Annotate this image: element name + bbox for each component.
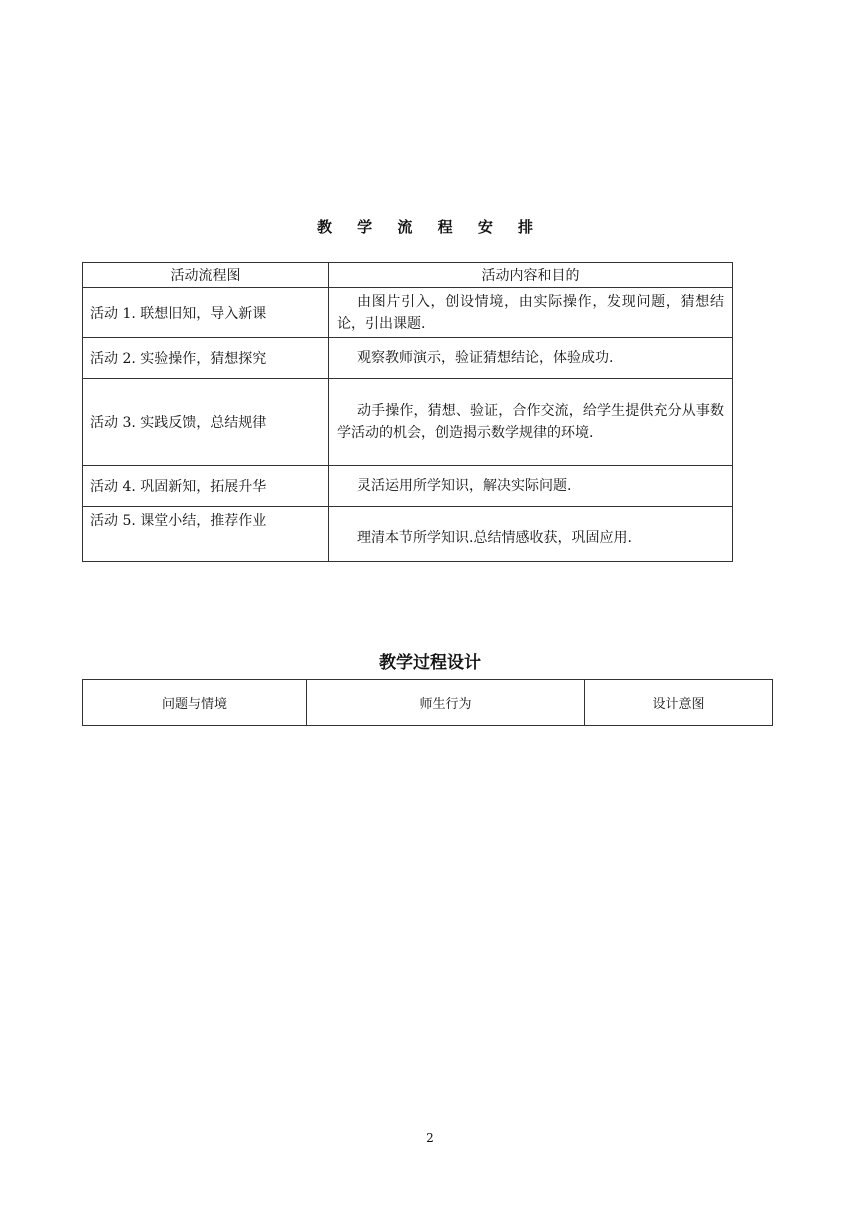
activity-cell: 活动 2. 实验操作，猜想探究 xyxy=(83,338,329,379)
content-cell: 动手操作，猜想、验证，合作交流，给学生提供充分从事数学活动的机会，创造揭示数学规律的环境. xyxy=(329,379,733,466)
design-section-title: 教学过程设计 xyxy=(379,653,481,673)
activity-cell: 活动 3. 实践反馈，总结规律 xyxy=(83,379,329,466)
table-row xyxy=(83,338,733,379)
table-header-row xyxy=(83,263,733,288)
column-header-activity-flow: 活动流程图 xyxy=(83,263,329,288)
column-header-design-intent: 设计意图 xyxy=(585,680,773,726)
content-cell: 观察教师演示，验证猜想结论，体验成功. xyxy=(329,338,733,379)
table-row xyxy=(83,379,733,466)
activity-cell: 活动 1. 联想旧知，导入新课 xyxy=(83,288,329,338)
content-cell: 灵活运用所学知识，解决实际问题. xyxy=(329,466,733,507)
table-header-row xyxy=(83,680,773,726)
activity-cell: 活动 4. 巩固新知，拓展升华 xyxy=(83,466,329,507)
column-header-problem-situation: 问题与情境 xyxy=(83,680,307,726)
flow-section-title: 教 学 流 程 安 排 xyxy=(316,218,544,236)
table-row xyxy=(83,288,733,338)
table-row xyxy=(83,507,733,562)
content-cell: 理清本节所学知识.总结情感收获，巩固应用. xyxy=(329,507,733,562)
column-header-content-purpose: 活动内容和目的 xyxy=(329,263,733,288)
column-header-teacher-student-behavior: 师生行为 xyxy=(307,680,585,726)
activity-cell: 活动 5. 课堂小结，推荐作业 xyxy=(83,507,329,562)
content-cell: 由图片引入，创设情境，由实际操作，发现问题，猜想结论，引出课题. xyxy=(329,288,733,338)
teaching-flow-table xyxy=(82,262,733,562)
table-row xyxy=(83,466,733,507)
teaching-design-table xyxy=(82,679,773,726)
page-number: 2 xyxy=(426,1131,434,1145)
